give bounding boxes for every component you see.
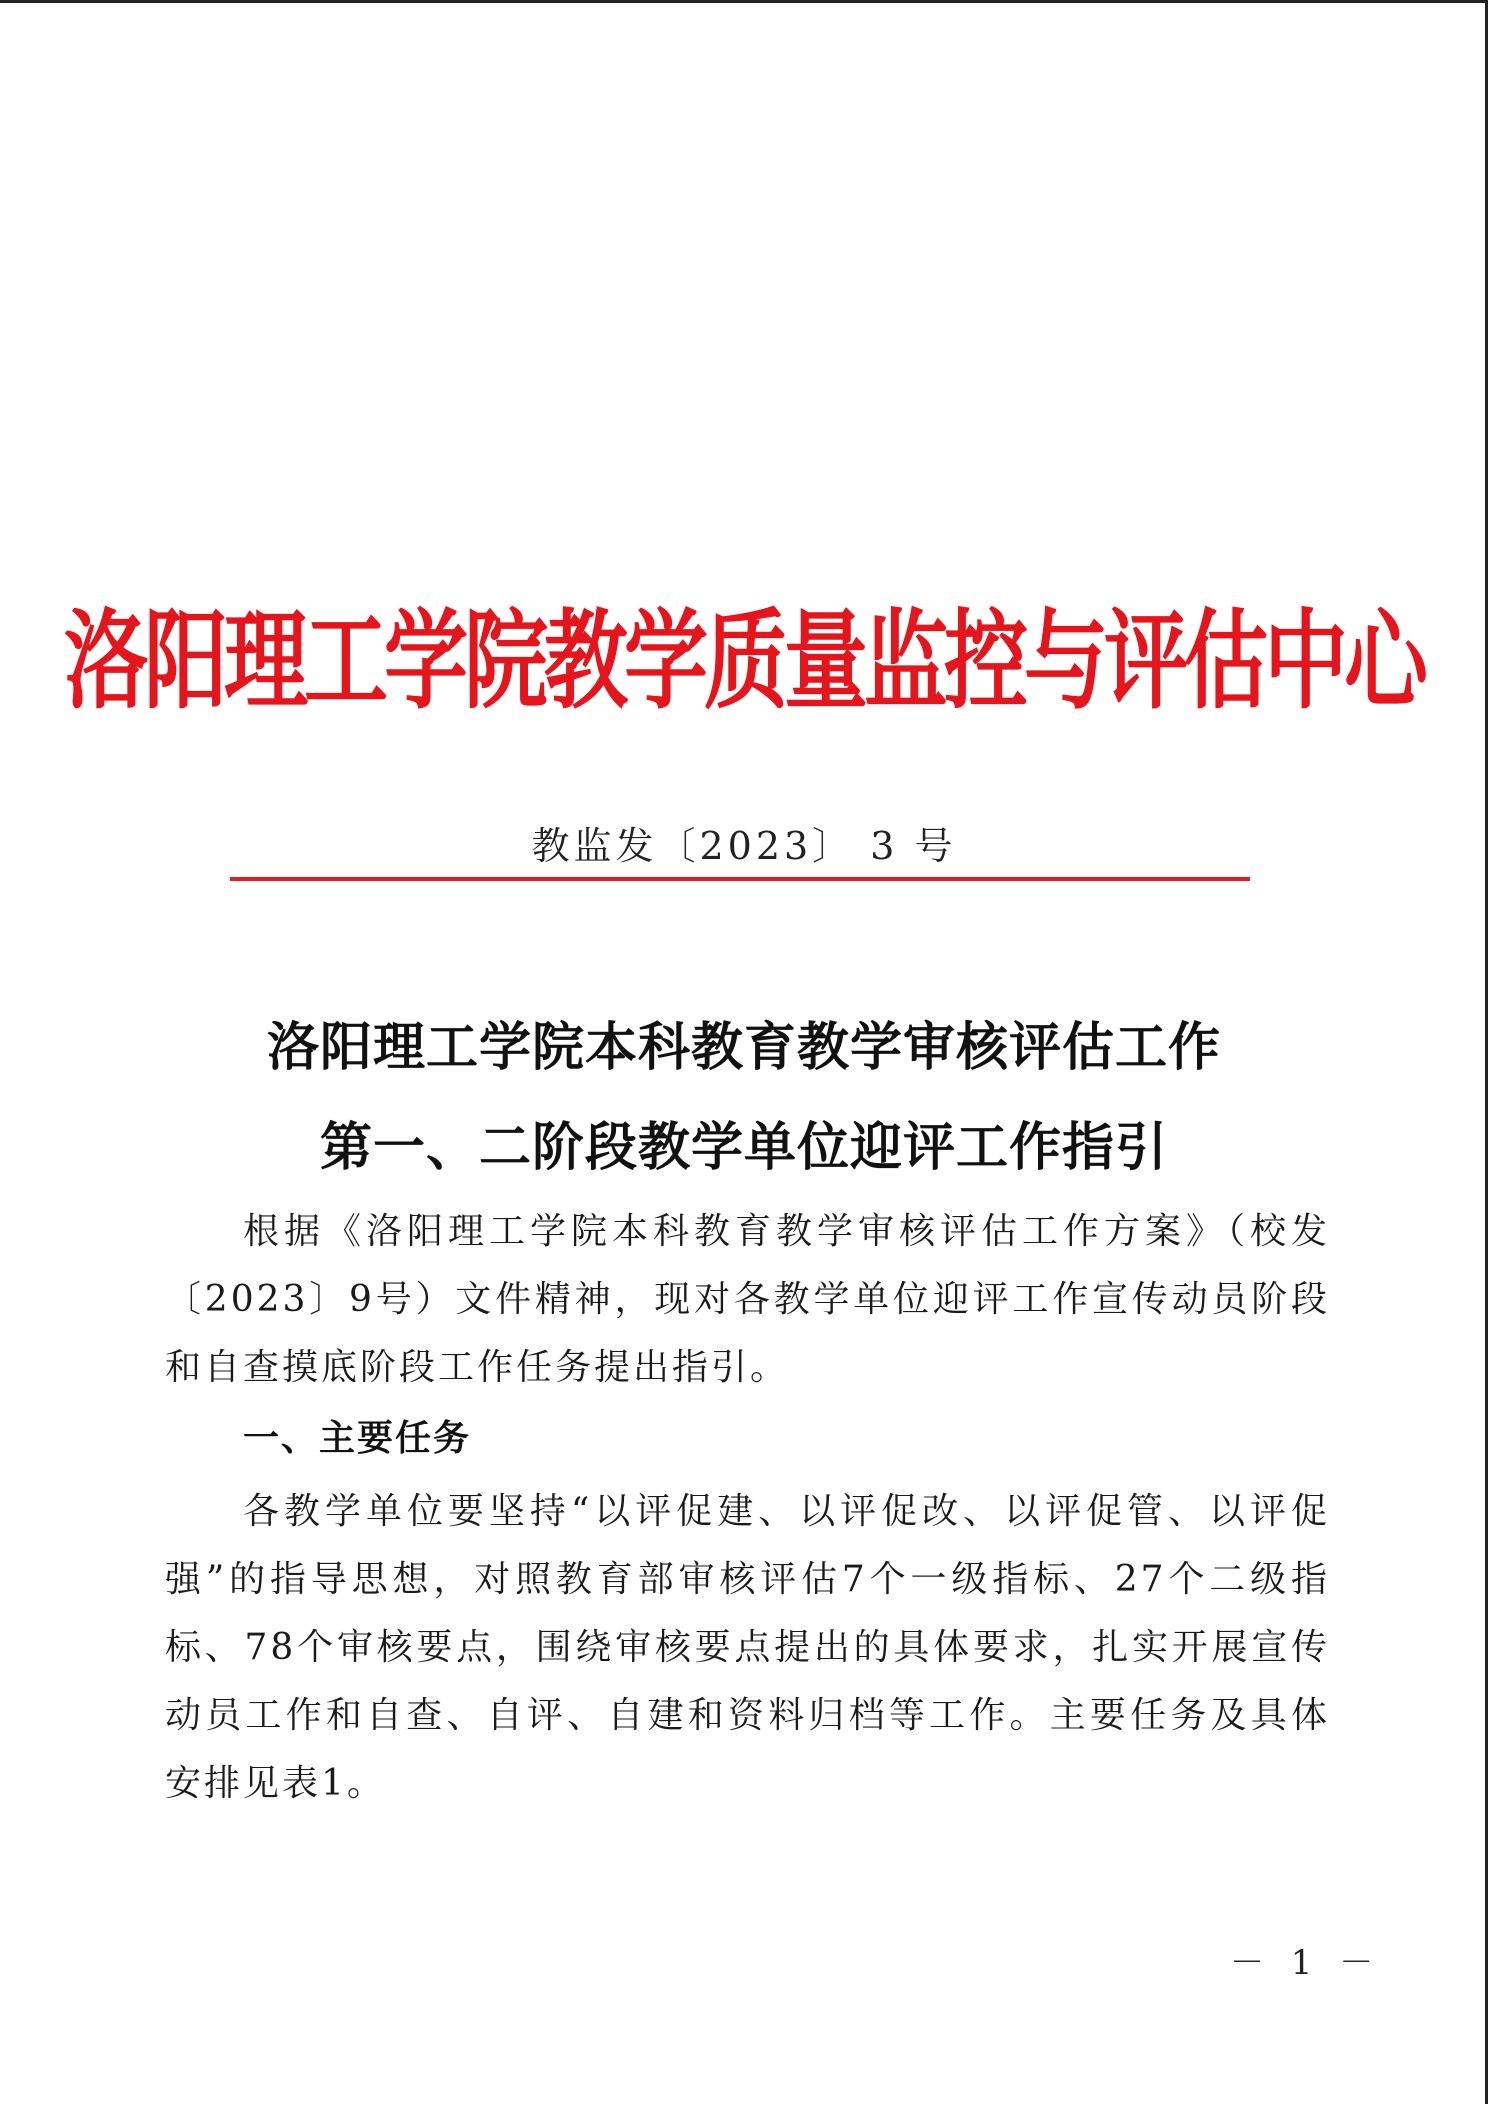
page-number: － 1 － [1230, 1943, 1382, 1983]
document-title-line-1: 洛阳理工学院本科教育教学审核评估工作 [266, 1017, 1221, 1078]
section-paragraph: 各教学单位要坚持“以评促建、以评促改、以评促管、以评促强”的指导思想，对照教育部审核评估7个一级指标、27个二级指标、78个审核要点，围绕审核要点提出的具体要求，扎实开展宣传动员工作和自查、自评、自建和资料归档等工作。主要任务及具体安排见表1。 [165, 1491, 1330, 1804]
document-number: 教监发〔2023〕 3 号 [531, 824, 957, 868]
red-divider-line [230, 877, 1250, 881]
page-top-border [0, 0, 1488, 3]
issuer-header: 洛阳理工学院教学质量监控与评估中心 [63, 598, 1424, 724]
section-heading: 一、主要任务 [243, 1418, 472, 1459]
intro-paragraph: 根据《洛阳理工学院本科教育教学审核评估工作方案》（校发〔2023〕9号）文件精神，现对各教学单位迎评工作宣传动员阶段和自查摸底阶段工作任务提出指引。 [165, 1211, 1330, 1388]
document-title-line-2: 第一、二阶段教学单位迎评工作指引 [319, 1117, 1168, 1178]
